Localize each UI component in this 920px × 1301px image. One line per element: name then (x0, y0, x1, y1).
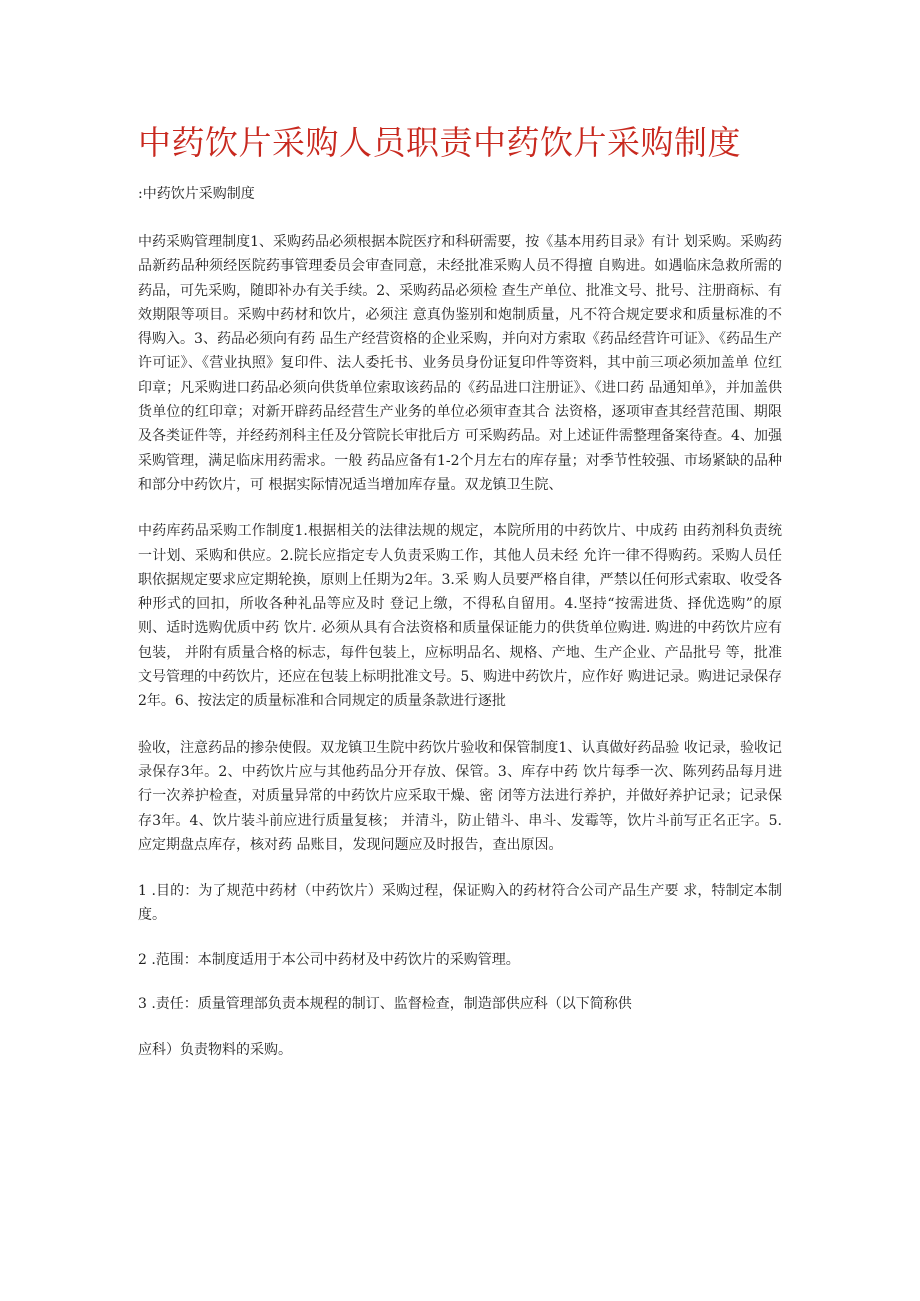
paragraph-acceptance-storage: 验收，注意药品的掺杂使假。双龙镇卫生院中药饮片验收和保管制度1、认真做好药品验 收记录，验收记录保存3年。2、中药饮片应与其他药品分开存放、保管。3、库存中药 饮片每季一次、陈列药品每月进行一次养护检查，对质量异常的中药饮片应采取干燥、密 闭等方法进行养护，并做好养护记录；记录保存3年。4、饮片装斗前应进行质量复核； 并清斗，防止错斗、串斗、发霉等，饮片斗前写正名正字。5.应定期盘点库存，核对药 品账目，发现问题应及时报告，查出原因。 (138, 739, 782, 853)
paragraph-purpose: 1 .目的：为了规范中药材（中药饮片）采购过程，保证购入的药材符合公司产品生产要 求，特制定本制度。 (138, 883, 782, 924)
paragraph-warehouse-purchase: 中药库药品采购工作制度1.根据相关的法律法规的规定，本院所用的中药饮片、中成药 由药剂科负责统一计划、采购和供应。2.院长应指定专人负责采购工作，其他人员未经 允许一律不得购药。采购人员任职依据规定要求应定期轮换，原则上任期为2年。3.采 购人员要严格自律，严禁以任何形式索取、收受各种形式的回扣，所收各种礼品等应及时 登记上缴，不得私自留用。4.坚持“按需进货、择优选购”的原则、适时选购优质中药 饮片. 必须从具有合法资格和质量保证能力的供货单位购进. 购进的中药饮片应有包装， 并附有质量合格的标志，每件包装上，应标明品名、规格、产地、生产企业、产品批号 等，批准文号管理的中药饮片，还应在包装上标明批准文号。5、购进中药饮片，应作好 购进记录。购进记录保存2年。6、按法定的质量标准和合同规定的质量条款进行逐批 (138, 523, 782, 710)
paragraph-responsibility: 3 .责任：质量管理部负责本规程的制订、监督检查，制造部供应科（以下简称供 (138, 996, 632, 1013)
paragraph-purchase-management: 中药采购管理制度1、采购药品必须根据本院医疗和科研需要，按《基本用药目录》有计 划采购。采购药品新药品种须经医院药事管理委员会审查同意，未经批准采购人员不得擅 自购进。如遇临床急救所需的药品，可先采购，随即补办有关手续。2、采购药品必须检 查生产单位、批准文号、批号、注册商标、有效期限等项目。采购中药材和饮片，必须注 意真伪鉴别和炮制质量，凡不符合规定要求和质量标准的不得购入。3、药品必须向有药 品生产经营资格的企业采购，并向对方索取《药品经营许可证》、《药品生产许可证》、《营业执照》复印件、法人委托书、业务员身份证复印件等资料，其中前三项必须加盖单 位红印章；凡采购进口药品必须向供货单位索取该药品的《药品进口注册证》、《进口药 品通知单》，并加盖供货单位的红印章；对新开辟药品经营生产业务的单位必须审查其合 法资格，逐项审查其经营范围、期限及各类证件等，并经药剂科主任及分管院长审批后方 可采购药品。对上述证件需整理备案待查。4、加强采购管理，满足临床用药需求。一般 药品应备有1-2个月左右的库存量；对季节性较强、市场紧缺的品种和部分中药饮片，可 根据实际情况适当增加库存量。双龙镇卫生院、 (138, 234, 782, 493)
document-title: 中药饮片采购人员职责中药饮片采购制度 (138, 123, 741, 162)
paragraph-responsibility-cont: 应科）负责物料的采购。 (138, 1042, 292, 1059)
document-subtitle: :中药饮片采购制度 (138, 186, 255, 202)
paragraph-scope: 2 .范围：本制度适用于本公司中药材及中药饮片的采购管理。 (138, 951, 520, 968)
document-body (138, 230, 782, 1083)
